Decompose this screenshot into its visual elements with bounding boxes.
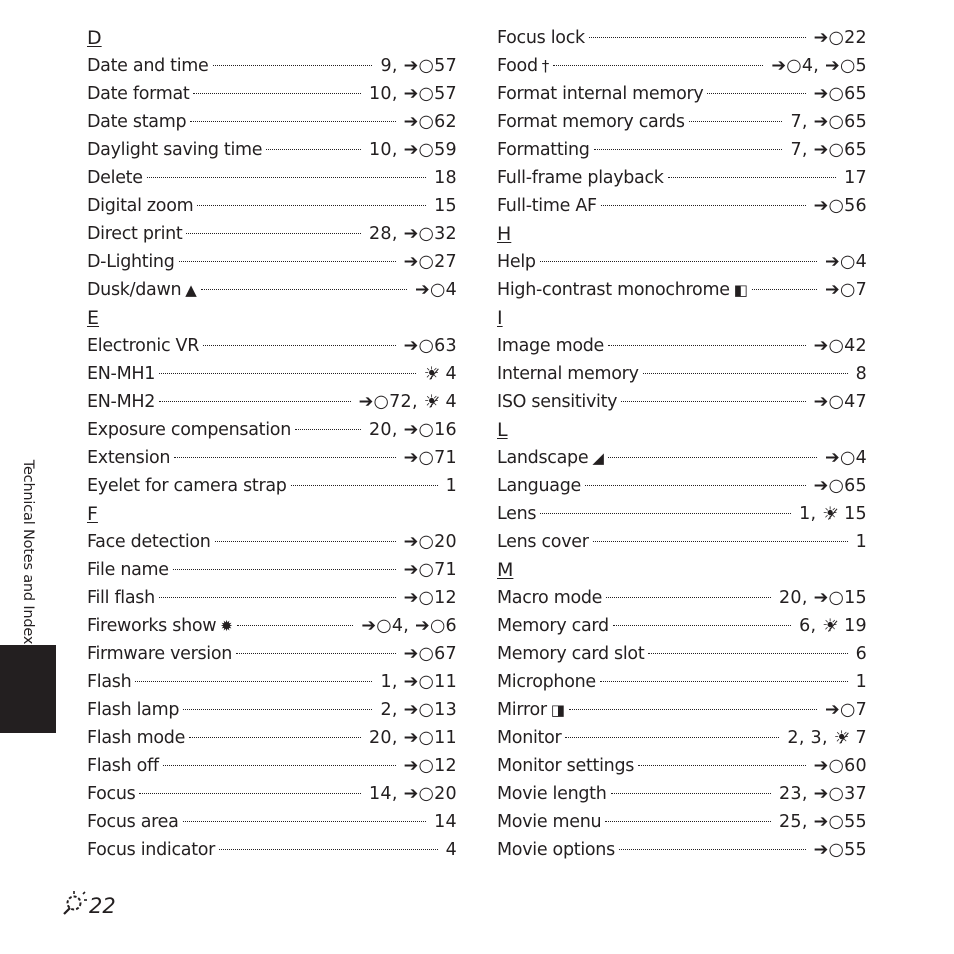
dot-leader: [186, 233, 361, 234]
index-term: Focus lock: [497, 28, 585, 48]
dot-leader: [594, 149, 783, 150]
dot-leader: [189, 737, 361, 738]
index-page-refs: ➔○65: [813, 84, 867, 104]
dot-leader: [638, 765, 806, 766]
index-term: Electronic VR: [87, 336, 200, 356]
dot-leader: [183, 821, 427, 822]
index-page-refs: ➔○71: [403, 448, 457, 468]
index-entry: [497, 52, 867, 80]
dot-leader: [569, 709, 817, 710]
index-entry: [497, 640, 867, 668]
index-page-refs: ➔○72, ☀̷ 4: [358, 392, 457, 412]
index-term: Fill flash: [87, 588, 155, 608]
index-page-refs: ➔○20: [403, 532, 457, 552]
page-footer: [62, 890, 116, 921]
index-page-refs: 18: [434, 168, 457, 188]
index-term: Microphone: [497, 672, 596, 692]
dot-leader: [707, 93, 805, 94]
index-page-refs: 14: [434, 812, 457, 832]
index-page-refs: ➔○67: [403, 644, 457, 664]
index-term: Flash: [87, 672, 132, 692]
dot-leader: [213, 65, 373, 66]
dot-leader: [135, 681, 372, 682]
index-page-refs: ➔○22: [813, 28, 867, 48]
index-term: Formatting: [497, 140, 590, 160]
dot-leader: [648, 653, 847, 654]
index-entry: [497, 24, 867, 52]
index-page-refs: 7, ➔○65: [790, 140, 867, 160]
dot-leader: [159, 373, 416, 374]
dot-leader: [183, 709, 372, 710]
index-page-refs: 2, ➔○13: [380, 700, 457, 720]
index-term: Format memory cards: [497, 112, 685, 132]
index-page-refs: ➔○4, ➔○5: [771, 56, 867, 76]
index-section-letter: F: [87, 503, 98, 525]
index-entry: [87, 220, 457, 248]
dot-leader: [668, 177, 836, 178]
tip-icon: [62, 890, 89, 921]
index-page-refs: ➔○62: [403, 112, 457, 132]
index-term: Full-time AF: [497, 196, 597, 216]
index-term: Focus indicator: [87, 840, 216, 860]
index-term: ISO sensitivity: [497, 392, 618, 412]
dot-leader: [540, 261, 817, 262]
dot-leader: [605, 821, 771, 822]
index-entry: [497, 248, 867, 276]
index-term: Internal memory: [497, 364, 639, 384]
index-entry: [87, 360, 457, 388]
index-term: Daylight saving time: [87, 140, 263, 160]
index-entry: [497, 388, 867, 416]
index-term: Monitor: [497, 728, 562, 748]
index-page-refs: ➔○27: [403, 252, 457, 272]
index-section-letter: M: [497, 559, 514, 581]
index-entry: [497, 192, 867, 220]
dot-leader: [193, 93, 361, 94]
index-entry: [87, 80, 457, 108]
index-section-letter: E: [87, 307, 100, 329]
index-entry: [497, 668, 867, 696]
index-term: D-Lighting: [87, 252, 175, 272]
index-entry: [497, 164, 867, 192]
index-page-refs: ➔○71: [403, 560, 457, 580]
dot-leader: [215, 541, 396, 542]
index-entry: [87, 192, 457, 220]
index-entry: [497, 136, 867, 164]
index-entry: [497, 780, 867, 808]
dot-leader: [190, 121, 395, 122]
index-term: Digital zoom: [87, 196, 194, 216]
index-term: Flash lamp: [87, 700, 180, 720]
dot-leader: [173, 569, 396, 570]
index-entry: [497, 724, 867, 752]
index-page-refs: 4: [445, 840, 457, 860]
index-term: Date and time: [87, 56, 209, 76]
index-term: Landscape: [497, 448, 589, 468]
scene-mode-icon: ◧: [733, 281, 748, 299]
index-page-refs: ➔○65: [813, 476, 867, 496]
index-page-refs: 23, ➔○37: [779, 784, 867, 804]
index-entry: [87, 108, 457, 136]
dot-leader: [689, 121, 783, 122]
index-page-refs: ➔○4, ➔○6: [361, 616, 457, 636]
index-entry: [87, 248, 457, 276]
index-term: Extension: [87, 448, 171, 468]
index-term: Movie options: [497, 840, 615, 860]
index-page-refs: 7, ➔○65: [790, 112, 867, 132]
index-page-refs: 28, ➔○32: [369, 224, 457, 244]
index-page-refs: 17: [844, 168, 867, 188]
index-entry: [87, 556, 457, 584]
scene-mode-icon: ✹: [220, 617, 233, 635]
index-page-refs: 20, ➔○16: [369, 420, 457, 440]
dot-leader: [236, 653, 396, 654]
index-section-letter: L: [497, 419, 508, 441]
index-page-refs: 1: [855, 672, 867, 692]
index-term: Monitor settings: [497, 756, 635, 776]
index-entry: [497, 584, 867, 612]
index-entry: [87, 640, 457, 668]
index-page-refs: 10, ➔○57: [369, 84, 457, 104]
index-term: EN-MH1: [87, 364, 156, 384]
dot-leader: [585, 485, 806, 486]
dot-leader: [600, 681, 848, 682]
scene-mode-icon: ◢: [592, 449, 604, 467]
index-page-refs: 6: [855, 644, 867, 664]
index-entry: [497, 528, 867, 556]
index-term: Lens: [497, 504, 537, 524]
index-page-refs: ➔○55: [813, 840, 867, 860]
dot-leader: [201, 289, 408, 290]
index-term: Firmware version: [87, 644, 233, 664]
dot-leader: [608, 345, 806, 346]
index-page-refs: ➔○12: [403, 756, 457, 776]
index-page-refs: ☀̷ 4: [423, 364, 457, 384]
dot-leader: [606, 597, 771, 598]
index-page-refs: 2, 3, ☀̷ 7: [787, 728, 867, 748]
index-entry: [497, 752, 867, 780]
dot-leader: [619, 849, 806, 850]
index-page-refs: 8: [855, 364, 867, 384]
index-entry: [497, 332, 867, 360]
dot-leader: [611, 793, 771, 794]
dot-leader: [163, 765, 396, 766]
index-entry: [497, 444, 867, 472]
index-entry: [497, 472, 867, 500]
dot-leader: [139, 793, 361, 794]
chapter-side-label: Technical Notes and Index: [20, 459, 36, 645]
index-page-refs: ➔○4: [825, 252, 867, 272]
scene-mode-icon: ▲: [185, 281, 197, 299]
index-term: Movie menu: [497, 812, 602, 832]
index-entry: [87, 584, 457, 612]
index-page-refs: 1, ☀̷ 15: [799, 504, 867, 524]
dot-leader: [197, 205, 426, 206]
index-entry: [497, 612, 867, 640]
index-entry: [87, 472, 457, 500]
index-term: Movie length: [497, 784, 607, 804]
scene-mode-icon: ◨: [550, 701, 565, 719]
index-term: Face detection: [87, 532, 211, 552]
index-page-refs: 6, ☀̷ 19: [799, 616, 867, 636]
index-page-refs: 1, ➔○11: [380, 672, 457, 692]
index-page-refs: ➔○4: [415, 280, 457, 300]
index-entry: [87, 444, 457, 472]
dot-leader: [174, 457, 395, 458]
index-entry: [497, 360, 867, 388]
index-page-refs: 20, ➔○15: [779, 588, 867, 608]
index-page-refs: ➔○60: [813, 756, 867, 776]
index-page-refs: ➔○4: [825, 448, 867, 468]
index-entry: [87, 780, 457, 808]
dot-leader: [613, 625, 791, 626]
index-column-right: [497, 24, 867, 864]
dot-leader: [219, 849, 437, 850]
index-entry: [87, 52, 457, 80]
dot-leader: [266, 149, 361, 150]
index-entry: [87, 164, 457, 192]
index-term: Macro mode: [497, 588, 603, 608]
index-term: Mirror: [497, 700, 547, 720]
index-page-refs: 15: [434, 196, 457, 216]
index-page-refs: ➔○63: [403, 336, 457, 356]
index-term: Eyelet for camera strap: [87, 476, 287, 496]
index-entry: [497, 108, 867, 136]
index-entry: [87, 416, 457, 444]
dot-leader: [147, 177, 426, 178]
index-term: Fireworks show: [87, 616, 217, 636]
index-entry: [497, 696, 867, 724]
index-term: Memory card slot: [497, 644, 645, 664]
index-entry: [87, 332, 457, 360]
index-term: EN-MH2: [87, 392, 156, 412]
index-entry: [87, 276, 457, 304]
index-term: Image mode: [497, 336, 604, 356]
index-entry: [497, 80, 867, 108]
index-entry: [87, 528, 457, 556]
index-page-refs: ➔○42: [813, 336, 867, 356]
index-page-refs: ➔○7: [825, 280, 867, 300]
index-term: Help: [497, 252, 536, 272]
index-term: Flash mode: [87, 728, 186, 748]
dot-leader: [237, 625, 354, 626]
index-term: Delete: [87, 168, 143, 188]
index-term: Dusk/dawn: [87, 280, 182, 300]
index-entry: [87, 388, 457, 416]
index-page-refs: 1: [855, 532, 867, 552]
index-term: Full-frame playback: [497, 168, 664, 188]
index-column-left: [87, 24, 457, 864]
scene-mode-icon: †: [541, 57, 549, 75]
index-entry: [87, 836, 457, 864]
index-term: Exposure compensation: [87, 420, 291, 440]
dot-leader: [752, 289, 817, 290]
index-section-letter: D: [87, 27, 102, 49]
dot-leader: [621, 401, 805, 402]
index-term: Date stamp: [87, 112, 187, 132]
index-term: Direct print: [87, 224, 183, 244]
index-term: File name: [87, 560, 169, 580]
index-page-refs: 25, ➔○55: [779, 812, 867, 832]
index-term: Focus: [87, 784, 136, 804]
index-page-refs: 10, ➔○59: [369, 140, 457, 160]
index-entry: [497, 836, 867, 864]
dot-leader: [203, 345, 396, 346]
index-page-refs: 1: [445, 476, 457, 496]
index-entry: [87, 808, 457, 836]
index-term: High-contrast monochrome: [497, 280, 730, 300]
index-page-refs: 14, ➔○20: [369, 784, 457, 804]
chapter-tab-marker: [0, 645, 56, 733]
index-entry: [87, 724, 457, 752]
dot-leader: [159, 597, 396, 598]
index-entry: [497, 808, 867, 836]
dot-leader: [608, 457, 817, 458]
index-term: Language: [497, 476, 581, 496]
dot-leader: [179, 261, 396, 262]
dot-leader: [553, 65, 763, 66]
index-entry: [87, 136, 457, 164]
index-term: Flash off: [87, 756, 159, 776]
index-term: Memory card: [497, 616, 609, 636]
index-term: Date format: [87, 84, 190, 104]
index-term: Format internal memory: [497, 84, 704, 104]
index-term: Lens cover: [497, 532, 589, 552]
dot-leader: [540, 513, 791, 514]
index-entry: [87, 696, 457, 724]
dot-leader: [159, 401, 351, 402]
index-page-refs: ➔○56: [813, 196, 867, 216]
dot-leader: [565, 737, 779, 738]
dot-leader: [589, 37, 806, 38]
index-entry: [87, 668, 457, 696]
dot-leader: [291, 485, 438, 486]
index-term: Focus area: [87, 812, 179, 832]
index-entry: [497, 500, 867, 528]
index-page-refs: 20, ➔○11: [369, 728, 457, 748]
index-entry: [87, 612, 457, 640]
index-page-refs: ➔○47: [813, 392, 867, 412]
index-page-refs: ➔○12: [403, 588, 457, 608]
dot-leader: [643, 373, 848, 374]
index-section-letter: I: [497, 307, 503, 329]
index-page-refs: ➔○7: [825, 700, 867, 720]
dot-leader: [593, 541, 848, 542]
index-entry: [497, 276, 867, 304]
index-entry: [87, 752, 457, 780]
page-number: 22: [89, 893, 116, 918]
index-section-letter: H: [497, 223, 512, 245]
index-page-refs: 9, ➔○57: [380, 56, 457, 76]
index-term: Food: [497, 56, 538, 76]
dot-leader: [601, 205, 806, 206]
dot-leader: [295, 429, 361, 430]
